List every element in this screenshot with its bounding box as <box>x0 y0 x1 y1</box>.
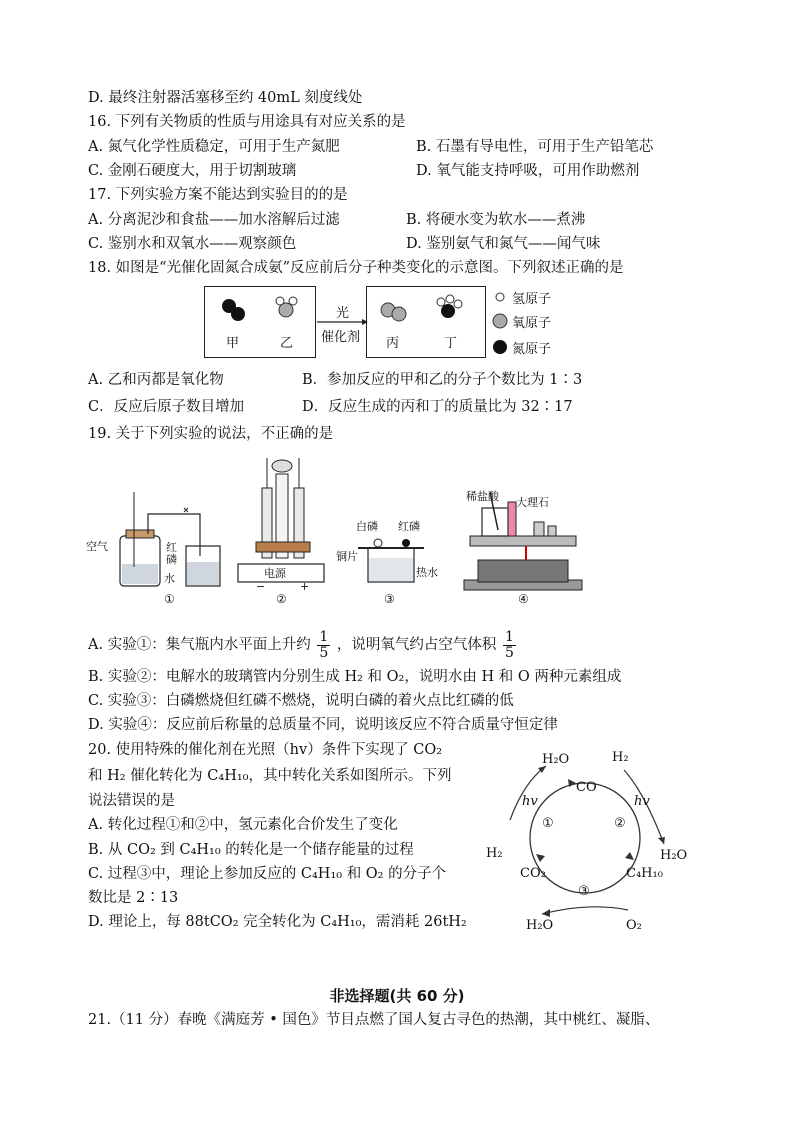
q17-option-a: A. 分离泥沙和食盐——加水溶解后过滤 <box>88 212 340 228</box>
fraction-one-fifth-2 <box>503 630 516 661</box>
label-exp3: ③ <box>384 592 395 606</box>
hydrogen-atom <box>276 297 284 305</box>
q20-option-d: D. 理论上，每 88tCO₂ 完全转化为 C₄H₁₀，需消耗 26tH₂ <box>88 914 467 930</box>
label-co2: CO₂ <box>520 866 546 881</box>
q20-option-c: C. 过程③中，理论上参加反应的 C₄H₁₀ 和 O₂ 的分子个 <box>88 866 447 882</box>
label-h2-left: H₂ <box>486 846 503 861</box>
q20-line2: 和 H₂ 催化转化为 C₄H₁₀，其中转化关系如图所示。下列 <box>88 768 452 784</box>
q18-option-b: B．参加反应的甲和乙的分子个数比为 1∶3 <box>302 372 583 388</box>
q20-line1: 20. 使用特殊的催化剂在光照（hv）条件下实现了 CO₂ <box>88 742 443 758</box>
nitrogen-atom <box>441 304 455 318</box>
cycle-ring <box>530 783 640 893</box>
fraction-one-fifth <box>317 630 330 661</box>
nitrogen-atom <box>231 307 245 321</box>
label-hv-right: hv <box>634 794 650 809</box>
fraction-denominator: 5 <box>504 644 514 661</box>
hydrogen-atom <box>289 297 297 305</box>
q16-option-c: C. 金刚石硬度大，用于切割玻璃 <box>88 163 297 179</box>
fraction-numerator: 1 <box>319 628 329 645</box>
q18-option-c: C．反应后原子数目增加 <box>88 399 245 415</box>
q16-stem: 16. 下列有关物质的性质与用途具有对应关系的是 <box>88 114 406 130</box>
q17-option-c: C. 鉴别水和双氧水——观察颜色 <box>88 236 297 252</box>
q20-option-b: B. 从 CO₂ 到 C₄H₁₀ 的转化是一个储存能量的过程 <box>88 842 414 858</box>
q16-option-a: A. 氮气化学性质稳定，可用于生产氮肥 <box>88 139 340 155</box>
legend-nitrogen-icon <box>493 340 507 354</box>
label-bing: 丙 <box>386 336 400 351</box>
legend-nitrogen: 氮原子 <box>512 342 552 357</box>
label-h2o-top: H₂O <box>542 752 570 767</box>
q19-stem: 19. 关于下列实验的说法，不正确的是 <box>88 426 334 442</box>
q17-option-d: D. 鉴别氨气和氮气——闻气味 <box>406 236 601 252</box>
q19-option-a-text1: A. 实验①：集气瓶内水平面上升约 <box>88 637 311 653</box>
legend-hydrogen: 氢原子 <box>512 292 552 307</box>
label-red-phosphorus-2: 红磷 <box>398 520 420 533</box>
label-marble: 大理石 <box>516 496 549 509</box>
label-hv-left: hv <box>522 794 538 809</box>
fraction-denominator: 5 <box>319 644 329 661</box>
label-exp4: ④ <box>518 592 529 606</box>
arrow-label-catalyst: 催化剂 <box>321 330 361 345</box>
q19-apparatus-figure <box>86 452 606 612</box>
q17-option-b: B. 将硬水变为软水——煮沸 <box>406 212 586 228</box>
hydrogen-atom <box>437 298 445 306</box>
label-h2-top: H₂ <box>612 750 629 765</box>
q19-option-c: C. 实验③：白磷燃烧但红磷不燃烧，说明白磷的着火点比红磷的低 <box>88 693 514 709</box>
label-exp1: ① <box>164 592 175 606</box>
q18-option-d: D．反应生成的丙和丁的质量比为 32∶17 <box>302 399 573 415</box>
q19-option-a <box>88 628 518 662</box>
label-minus: − <box>256 580 266 593</box>
q19-option-a-text2: ，说明氧气约占空气体积 <box>336 637 497 653</box>
q16-option-d: D. 氧气能支持呼吸，可用作助燃剂 <box>416 163 640 179</box>
label-hydrochloric-acid: 稀盐酸 <box>466 490 499 503</box>
label-red-phosphorus: 红磷 <box>166 541 177 566</box>
q20-option-a: A. 转化过程①和②中，氢元素化合价发生了变化 <box>88 817 398 833</box>
label-co: CO <box>576 780 597 795</box>
label-step1: ① <box>542 816 554 831</box>
label-c4h10: C₄H₁₀ <box>626 866 663 881</box>
label-h2o-right: H₂O <box>660 848 688 863</box>
label-copper: 铜片 <box>336 550 358 563</box>
label-white-phosphorus: 白磷 <box>356 520 378 533</box>
cycle-svg <box>480 742 690 938</box>
legend-hydrogen-icon <box>496 293 504 301</box>
q20-option-c-cont: 数比是 2∶13 <box>88 890 179 906</box>
label-step3: ③ <box>578 884 590 899</box>
apparatus-svg <box>86 452 606 612</box>
q16-option-b: B. 石墨有导电性，可用于生产铅笔芯 <box>416 139 654 155</box>
label-plus: + <box>300 580 310 593</box>
label-jia: 甲 <box>226 336 240 351</box>
arrow-label-light: 光 <box>336 306 350 321</box>
hydrogen-atom <box>446 295 454 303</box>
label-yi: 乙 <box>280 336 294 351</box>
legend-oxygen-icon <box>493 314 507 328</box>
q17-stem: 17. 下列实验方案不能达到实验目的的是 <box>88 187 348 203</box>
q19-option-d: D. 实验④：反应前后称量的总质量不同，说明该反应不符合质量守恒定律 <box>88 717 558 733</box>
label-o2: O₂ <box>626 918 642 933</box>
label-ding: 丁 <box>444 336 458 351</box>
label-air: 空气 <box>86 540 108 553</box>
label-power: 电源 <box>264 567 286 580</box>
q18-molecule-figure <box>200 284 590 362</box>
hydrogen-atom <box>454 300 462 308</box>
legend-oxygen: 氧原子 <box>512 316 552 331</box>
label-hot-water: 热水 <box>416 566 438 579</box>
q20-line3: 说法错误的是 <box>88 793 175 809</box>
q21-stem: 21.（11 分）春晚《满庭芳 • 国色》节目点燃了国人复古寻色的热潮，其中桃红、凝脂、 <box>88 1012 660 1028</box>
q18-option-a: A. 乙和丙都是氧化物 <box>88 372 224 388</box>
section-title: 非选择题(共 60 分) <box>329 987 465 1005</box>
label-step2: ② <box>614 816 626 831</box>
q15-option-d: D. 最终注射器活塞移至约 40mL 刻度线处 <box>88 90 363 106</box>
label-exp2: ② <box>276 592 287 606</box>
q18-stem: 18. 如图是“光催化固氮合成氨”反应前后分子种类变化的示意图。下列叙述正确的是 <box>88 260 624 276</box>
label-water: 水 <box>164 572 175 585</box>
label-h2o-bottom: H₂O <box>526 918 554 933</box>
q20-cycle-diagram <box>480 742 690 938</box>
fraction-numerator: 1 <box>504 628 514 645</box>
oxygen-atom <box>392 307 406 321</box>
q19-option-b: B. 实验②：电解水的玻璃管内分别生成 H₂ 和 O₂，说明水由 H 和 O 两种元素组成 <box>88 669 622 685</box>
